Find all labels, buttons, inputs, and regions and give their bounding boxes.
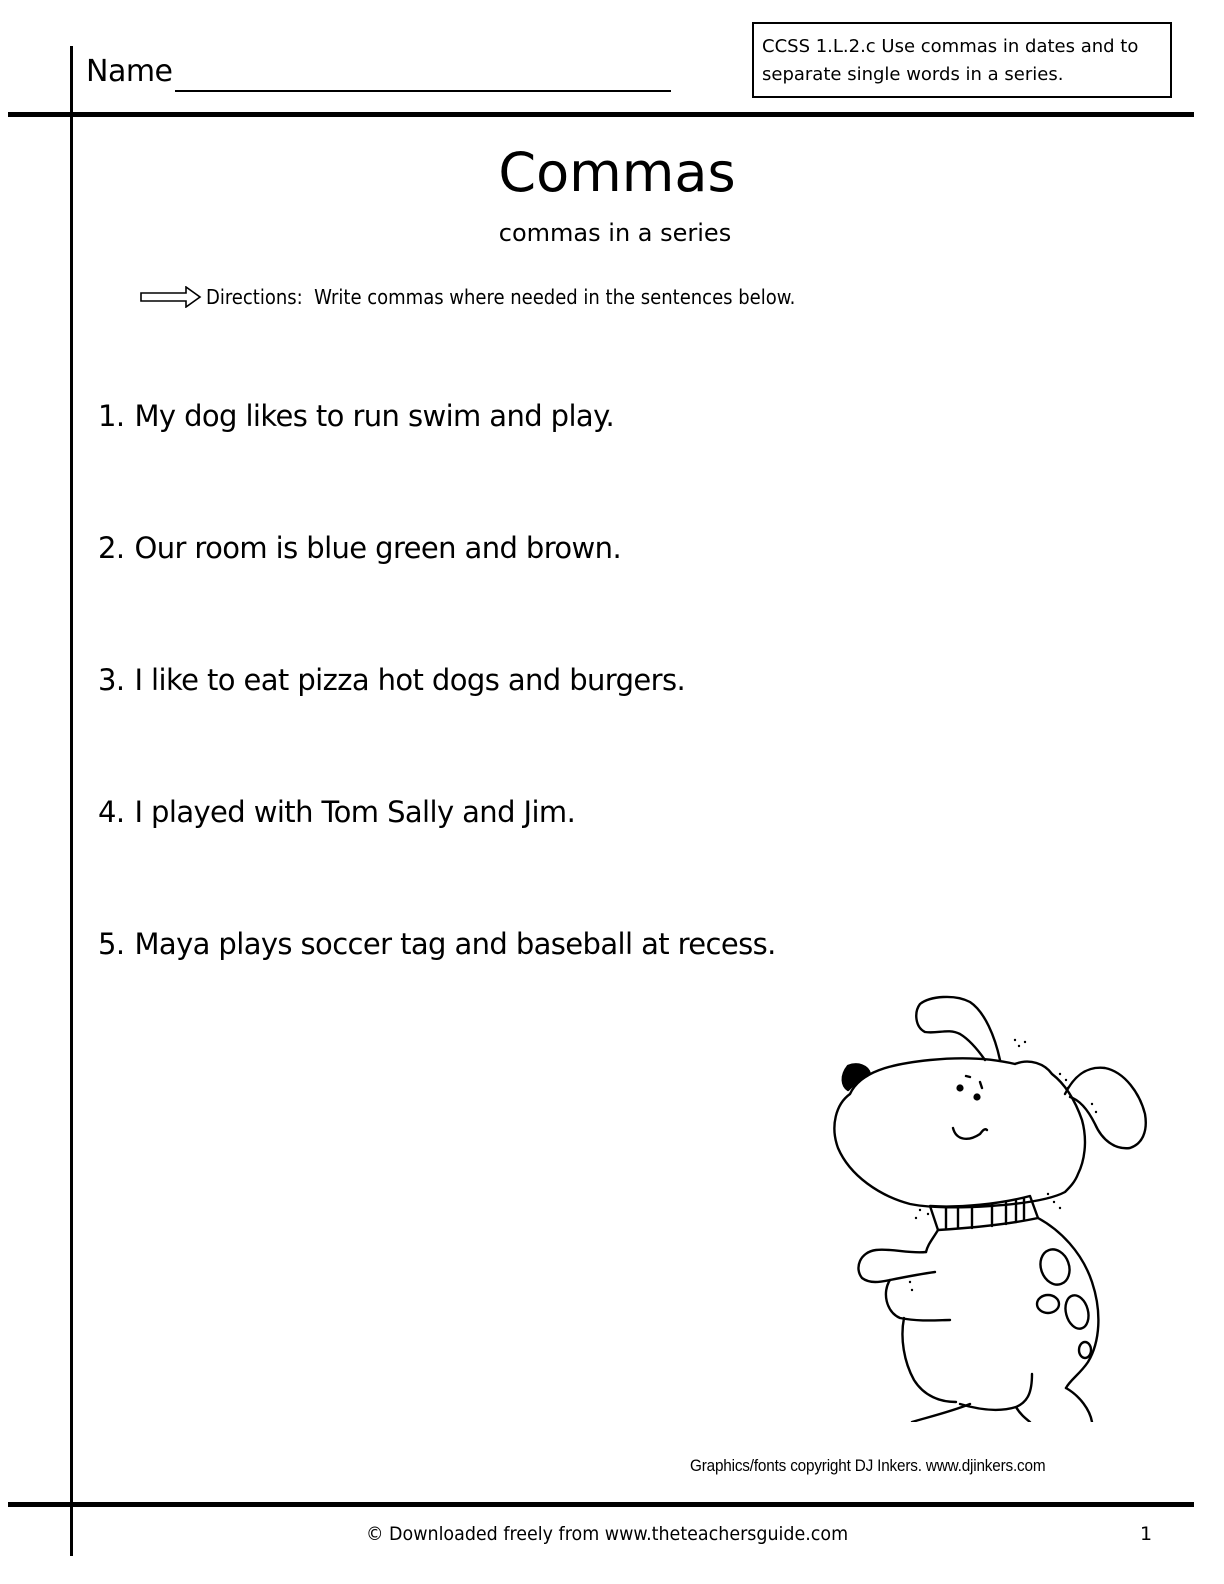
sentence-number: 2. [98,531,125,565]
sentence-number: 5. [98,927,125,961]
sentence-item[interactable] [98,660,685,700]
sentence-text: Maya plays soccer tag and baseball at recess. [134,927,776,961]
footer-divider [8,1502,1194,1507]
sentence-text: My dog likes to run swim and play. [134,399,615,433]
dog-illustration [820,982,1150,1422]
name-label: Name [86,54,173,89]
header-divider [8,112,1194,117]
sentence-item[interactable] [98,792,575,832]
sentence-text: I played with Tom Sally and Jim. [134,795,576,829]
page-subtitle: commas in a series [498,219,732,247]
sentence-number: 4. [98,795,125,829]
directions [140,282,795,312]
arrow-right-outline-icon [140,286,202,308]
name-blank-line[interactable] [175,54,671,92]
sentence-item[interactable] [98,396,614,436]
page-number: 1 [1140,1523,1153,1545]
sentence-text: Our room is blue green and brown. [134,531,622,565]
sentence-number: 1. [98,399,125,433]
name-field[interactable] [86,52,671,92]
margin-vertical-rule [70,46,73,1556]
sentence-number: 3. [98,663,125,697]
directions-text: Directions: Write commas where needed in the sentences below. [206,285,796,309]
standard-box: CCSS 1.L.2.c Use commas in dates and to separate single words in a series. [752,22,1172,98]
graphics-credit: Graphics/fonts copyright DJ Inkers. www.djinkers.com [690,1456,1046,1475]
footer-source: © Downloaded freely from www.theteachersguide.com [366,1523,849,1545]
sentence-item[interactable] [98,528,621,568]
page-title: Commas [498,141,736,204]
sentence-item[interactable] [98,924,776,964]
sentence-text: I like to eat pizza hot dogs and burgers. [134,663,686,697]
